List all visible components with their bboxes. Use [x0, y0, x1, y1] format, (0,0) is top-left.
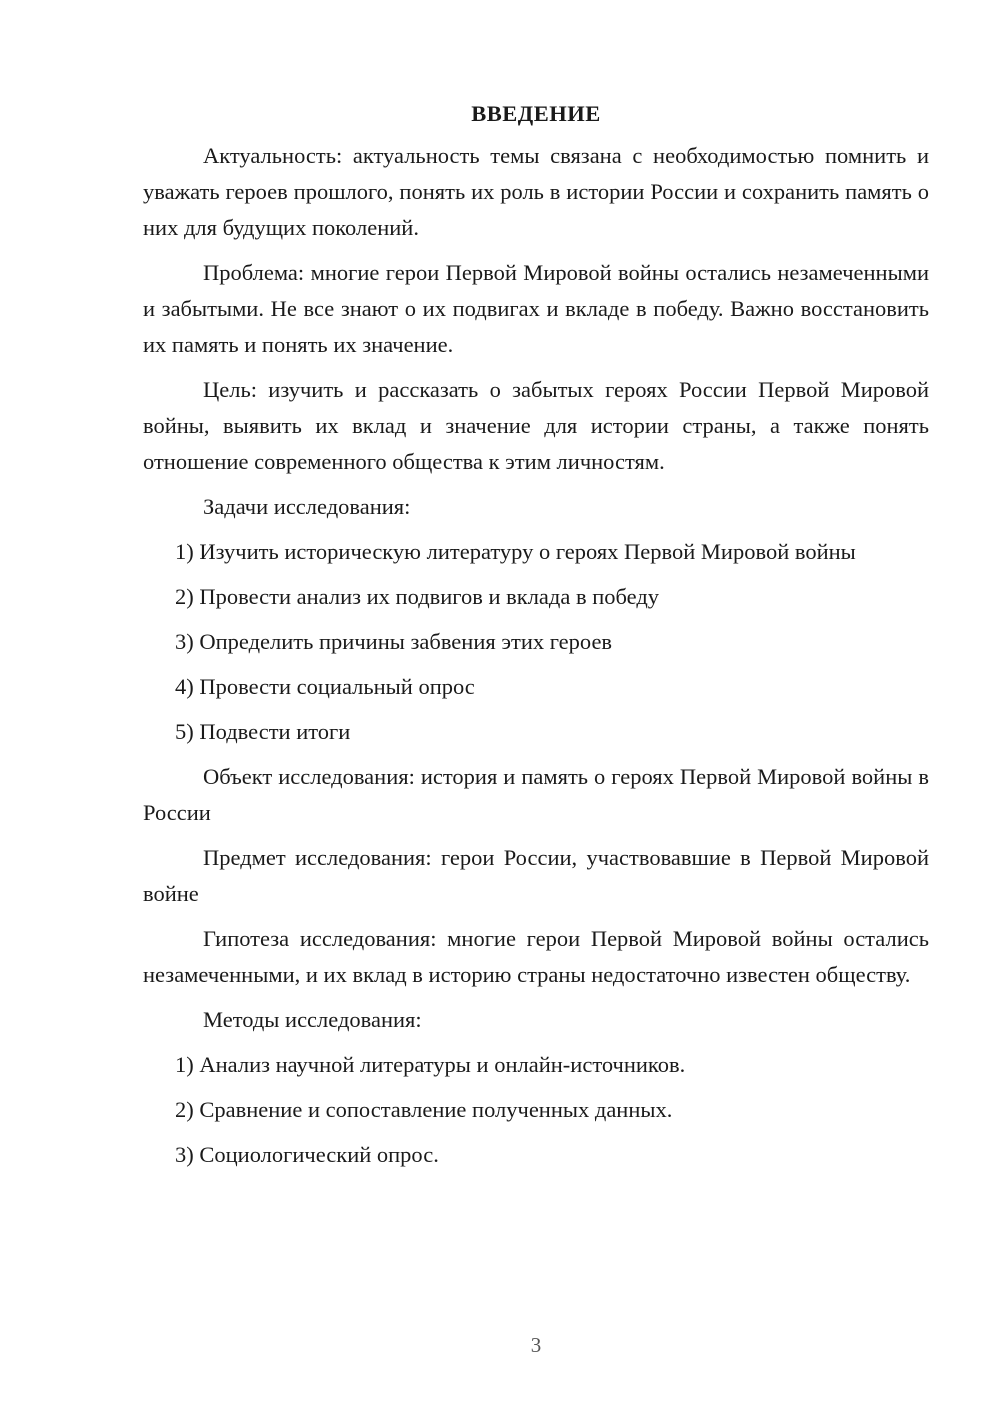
document-page	[143, 96, 929, 1182]
page-number: 3	[530, 1333, 542, 1357]
problem-paragraph: Проблема: многие герои Первой Мировой войны остались незамеченными и забытыми. Не все знают о их подвигах и вкладе в победу. Важно восстановить их память и понять их значение.	[143, 260, 929, 357]
task-item: 2) Провести анализ их подвигов и вклада в победу	[175, 584, 660, 609]
section-heading: ВВЕДЕНИЕ	[471, 101, 601, 126]
task-item: 5) Подвести итоги	[175, 719, 351, 744]
object-paragraph: Объект исследования: история и память о героях Первой Мировой войны в России	[143, 764, 929, 825]
task-item: 1) Изучить историческую литературу о героях Первой Мировой войны	[175, 539, 856, 564]
goal-paragraph: Цель: изучить и рассказать о забытых героях России Первой Мировой войны, выявить их вклад и значение для истории страны, а также понять отношение современного общества к этим личностям.	[143, 377, 929, 474]
hypothesis-paragraph: Гипотеза исследования: многие герои Первой Мировой войны остались незамеченными, и их вклад в историю страны недостаточно известен обществу.	[143, 926, 929, 987]
method-item: 2) Сравнение и сопоставление полученных данных.	[175, 1097, 673, 1122]
task-item: 4) Провести социальный опрос	[175, 674, 475, 699]
tasks-label: Задачи исследования:	[203, 494, 411, 519]
task-item: 3) Определить причины забвения этих героев	[175, 629, 613, 654]
method-item: 3) Социологический опрос.	[175, 1142, 439, 1167]
subject-paragraph: Предмет исследования: герои России, участвовавшие в Первой Мировой войне	[143, 845, 929, 906]
methods-label: Методы исследования:	[203, 1007, 422, 1032]
method-item: 1) Анализ научной литературы и онлайн-источников.	[175, 1052, 686, 1077]
relevance-paragraph: Актуальность: актуальность темы связана с необходимостью помнить и уважать героев прошлого, понять их роль в истории России и сохранить память о них для будущих поколений.	[143, 143, 929, 240]
